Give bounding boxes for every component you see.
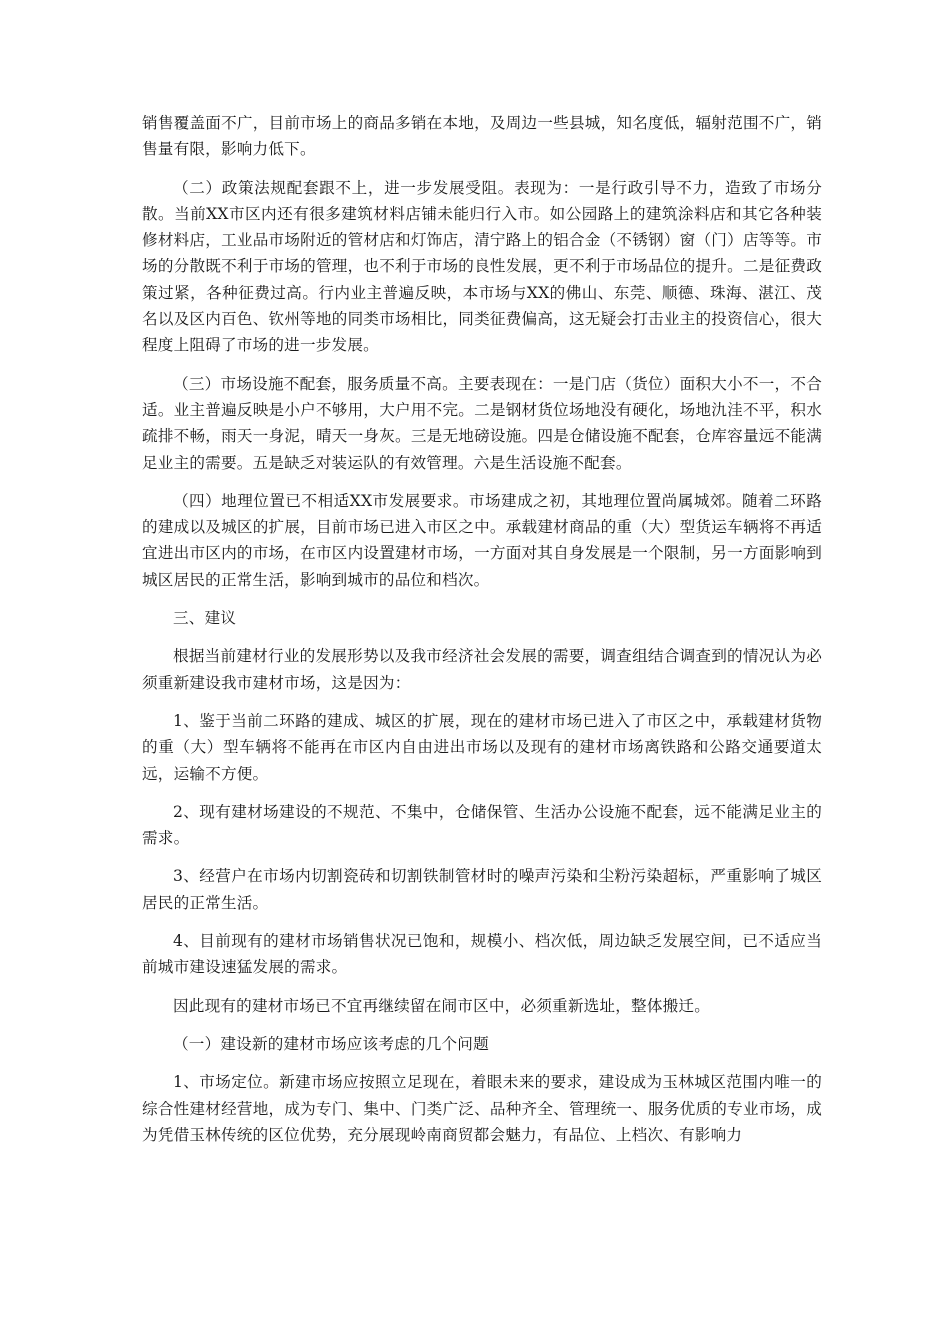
subheading-new-market-issues: （一）建设新的建材市场应该考虑的几个问题: [173, 1034, 489, 1053]
paragraph-conclusion-relocation: 因此现有的建材市场已不宜再继续留在闹市区中，必须重新选址，整体搬迁。: [173, 996, 710, 1015]
paragraph-facilities-section: （三）市场设施不配套，服务质量不高。主要表现在：一是门店（货位）面积大小不一，不合适。业主普遍反映是小户不够用，大户用不完。二是钢材货位场地没有硬化，场地氿洼不平，积水疏排不畅，雨天一身泥，晴天一身灰。三是无地磅设施。四是仓储设施不配套，仓库容量远不能满足业主的需要。五是缺乏对装运队的有效管理。六是生活设施不配套。: [142, 374, 822, 472]
paragraph-reason-2: 2、现有建材场建设的不规范、不集中，仓储保管、生活办公设施不配套，远不能满足业主的需求。: [142, 802, 822, 848]
paragraph-reason-4: 4、目前现有的建材市场销售状况已饱和，规模小、档次低，周边缺乏发展空间，已不适应当前城市建设速猛发展的需求。: [142, 932, 822, 977]
paragraph-reason-1: 1、鉴于当前二环路的建成、城区的扩展，现在的建材市场已进入了市区之中，承载建材货物的重（大）型车辆将不能再在市区内自由进出市场以及现有的建材市场离铁路和公路交通要道太远，运输不方便。: [142, 711, 822, 783]
paragraph-rebuild-reason-intro: 根据当前建材行业的发展形势以及我市经济社会发展的需要，调查组结合调查到的情况认为必须重新建设我市建材市场，这是因为：: [142, 647, 822, 692]
paragraph-policy-section: （二）政策法规配套跟不上，进一步发展受阻。表现为：一是行政引导不力，造致了市场分散。当前XX市区内还有很多建筑材料店铺未能归行入市。如公园路上的建筑涂料店和其它各种装修材料店，工业品市场附近的管材店和灯饰店，清宁路上的铝合金（不锈钢）窗（门）店等等。市场的分散既不利于市场的管理，也不利于市场的良性发展，更不利于市场品位的提升。二是征费政策过紧，各种征费过高。行内业主普遍反映，本市场与XX的佛山、东莞、顺德、珠海、湛江、茂名以及区内百色、钦州等地的同类市场相比，同类征费偏高，这无疑会打击业主的投资信心，很大程度上阻碍了市场的进一步发展。: [142, 178, 822, 355]
section-heading-suggestions: 三、建议: [173, 609, 237, 628]
paragraph-location-section: （四）地理位置已不相适XX市发展要求。市场建成之初，其地理位置尚属城郊。随着二环路的建成以及城区的扩展，目前市场已进入市区之中。承载建材商品的重（大）型货运车辆将不再适宜进出市区内的市场，在市区内设置建材市场，一方面对其自身发展是一个限制，另一方面影响到城区居民的正常生活，影响到城市的品位和档次。: [142, 491, 822, 589]
document-body: [142, 110, 822, 1160]
paragraph-market-positioning: 1、市场定位。新建市场应按照立足现在，着眼未来的要求，建设成为玉林城区范围内唯一的综合性建材经营地，成为专门、集中、门类广泛、品种齐全、管理统一、服务优质的专业市场，成为凭借玉林传统的区位优势，充分展现岭南商贸都会魅力，有品位、上档次、有影响力: [142, 1073, 822, 1144]
paragraph-reason-3: 3、经营户在市场内切割瓷砖和切割铁制管材时的噪声污染和尘粉污染超标，严重影响了城区居民的正常生活。: [142, 867, 822, 912]
paragraph-sales-coverage: 销售覆盖面不广，目前市场上的商品多销在本地，及周边一些县城，知名度低，辐射范围不广，销售量有限，影响力低下。: [142, 114, 822, 159]
